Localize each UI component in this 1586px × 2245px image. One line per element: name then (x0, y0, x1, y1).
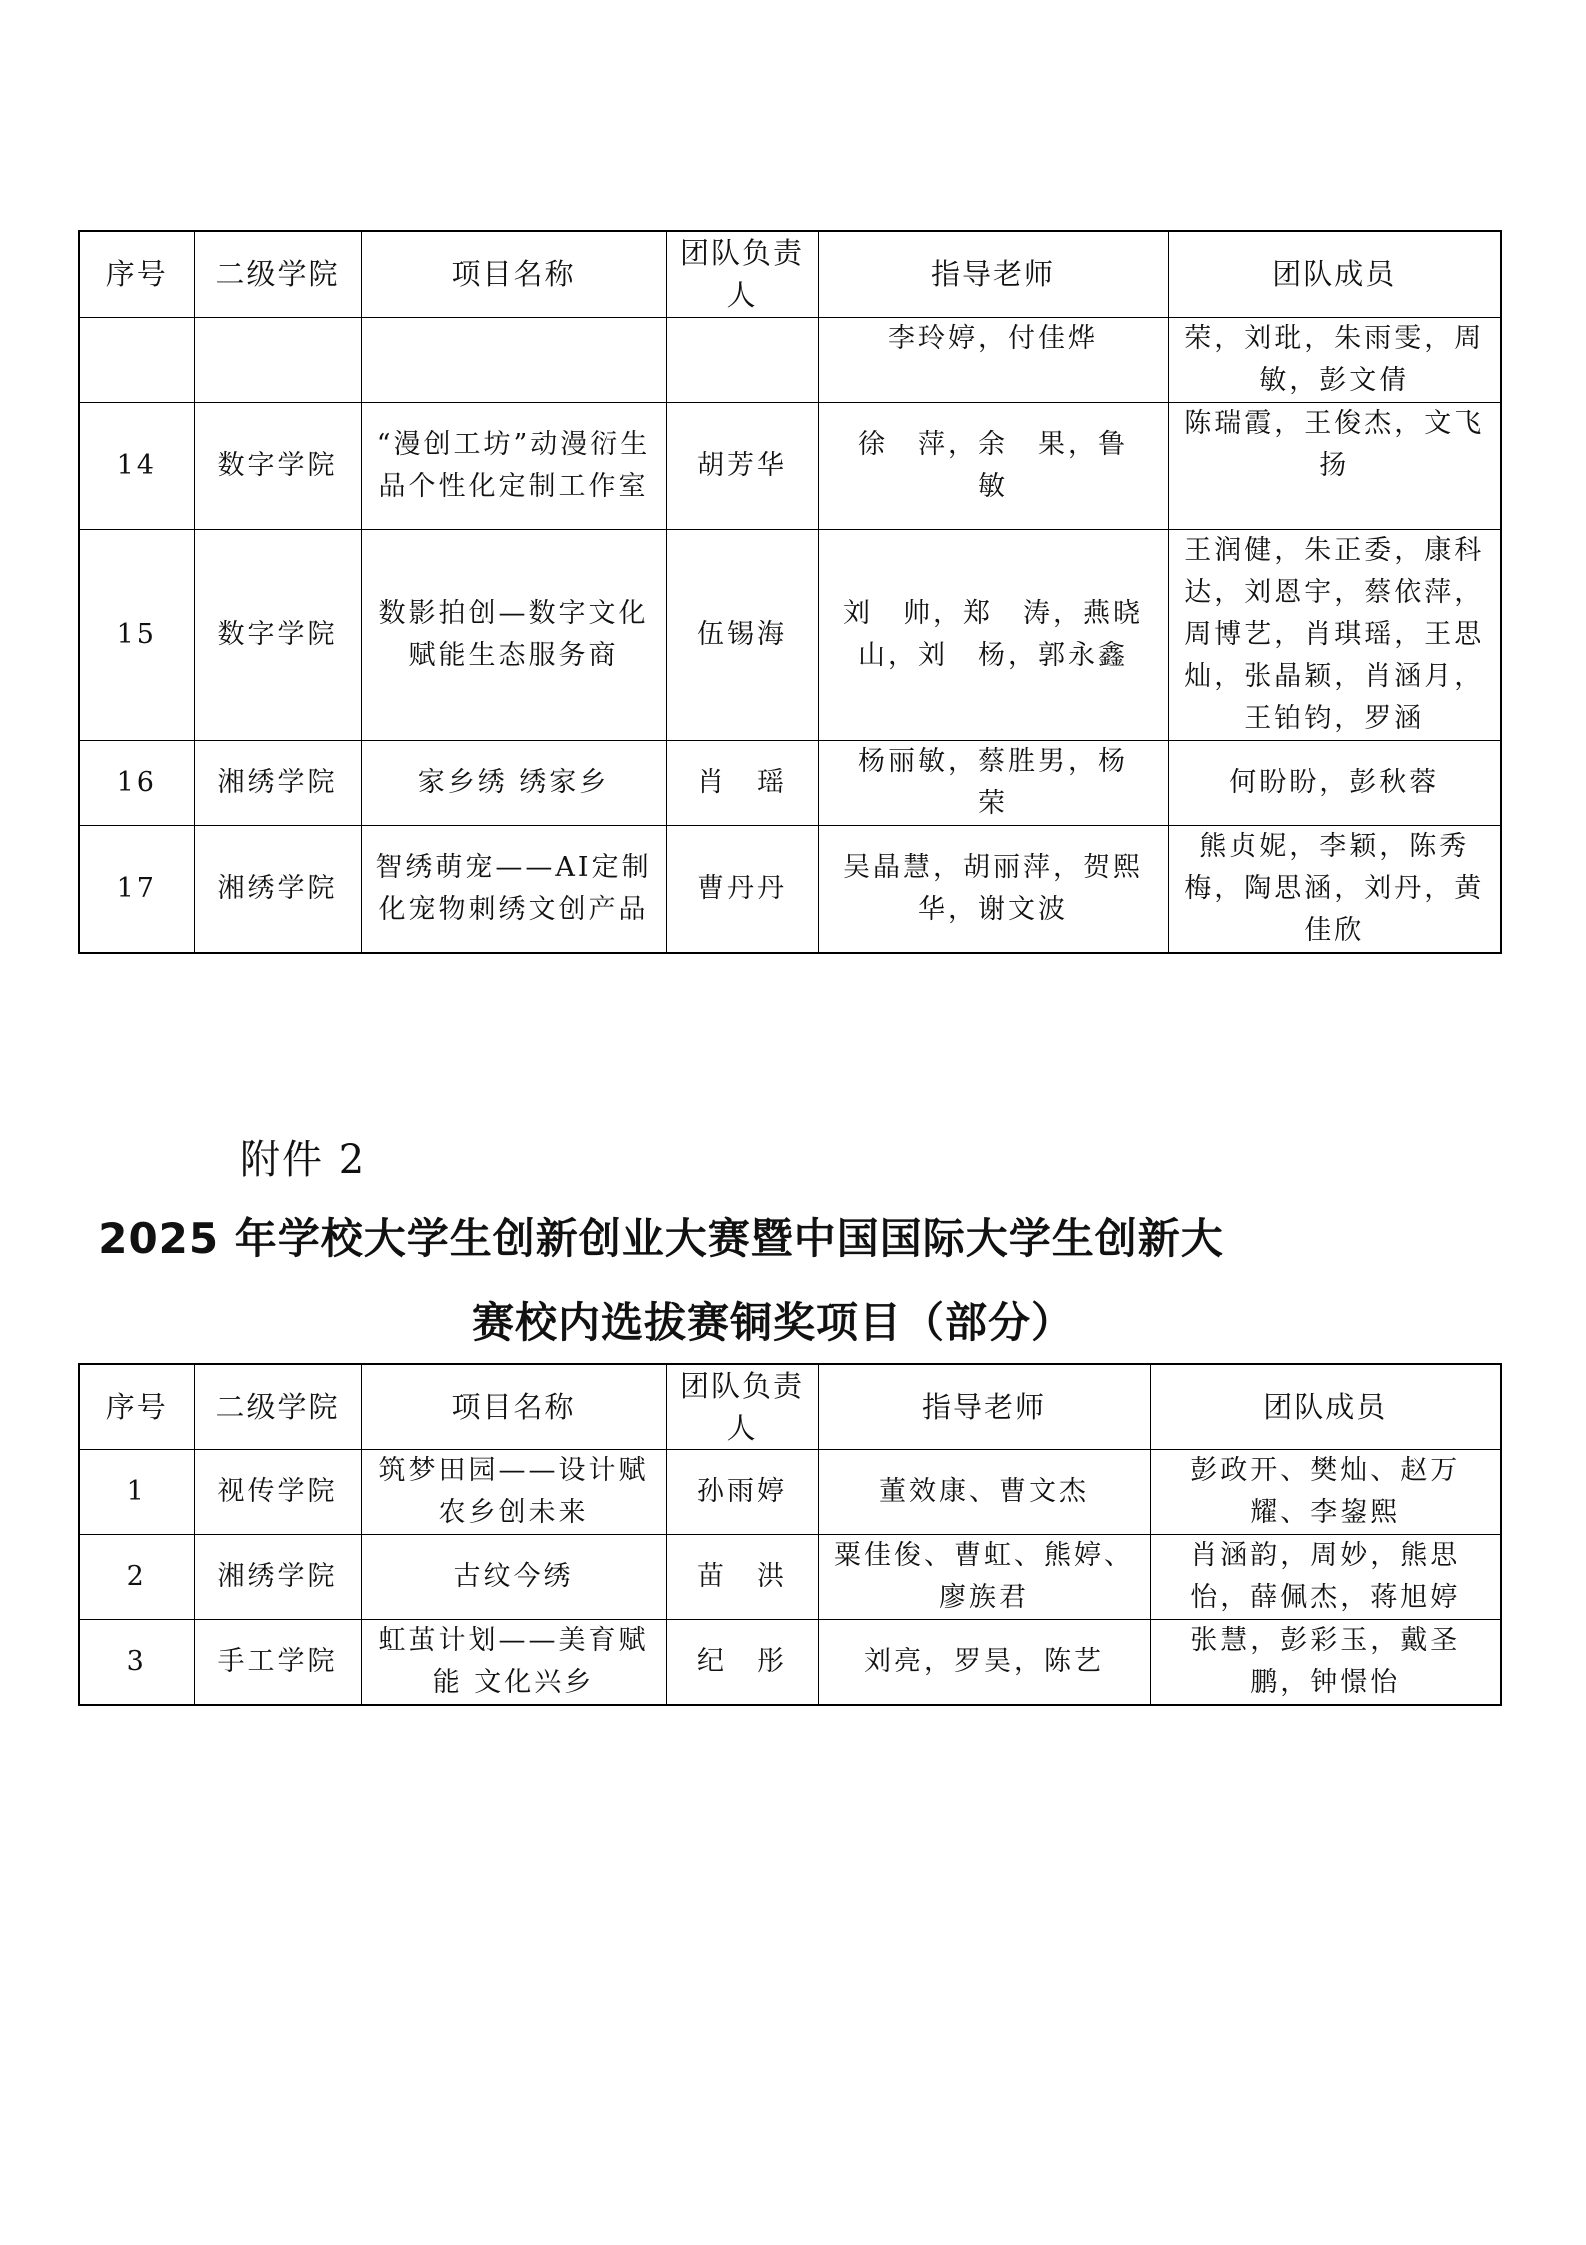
document-title-line-1: 2025 年学校大学生创新创业大赛暨中国国际大学生创新大 (98, 1214, 1224, 1263)
cell-members: 荣，刘玭，朱雨雯，周敏，彭文倩 (1168, 317, 1501, 402)
cell-members: 肖涵韵，周妙，熊思怡，薛佩杰，蒋旭婷 (1150, 1535, 1501, 1620)
cell-advisor: 董效康、曹文杰 (818, 1450, 1150, 1535)
cell-no: 15 (79, 529, 194, 740)
cell-college: 手工学院 (194, 1620, 361, 1706)
table-row (79, 1535, 1501, 1620)
header-no: 序号 (79, 231, 194, 317)
cell-no: 17 (79, 825, 194, 953)
table-continued (78, 230, 1502, 954)
cell-project: “漫创工坊”动漫衍生品个性化定制工作室 (361, 402, 666, 529)
cell-no: 2 (79, 1535, 194, 1620)
header-project: 项目名称 (361, 1364, 666, 1450)
cell-leader: 孙雨婷 (666, 1450, 818, 1535)
cell-college: 视传学院 (194, 1450, 361, 1535)
cell-project: 虹茧计划——美育赋能 文化兴乡 (361, 1620, 666, 1706)
cell-advisor: 李玲婷，付佳烨 (818, 317, 1168, 402)
cell-members: 彭政开、樊灿、赵万耀、李鋆熙 (1150, 1450, 1501, 1535)
cell-project (361, 317, 666, 402)
header-advisor: 指导老师 (818, 1364, 1150, 1450)
cell-leader: 苗 洪 (666, 1535, 818, 1620)
cell-college: 数字学院 (194, 402, 361, 529)
cell-advisor: 刘 帅，郑 涛，燕晓山，刘 杨，郭永鑫 (818, 529, 1168, 740)
cell-leader: 纪 彤 (666, 1620, 818, 1706)
table-row (79, 402, 1501, 529)
cell-no: 14 (79, 402, 194, 529)
bronze-award-table (78, 1363, 1502, 1706)
cell-leader: 肖 瑶 (666, 740, 818, 825)
cell-project: 数影拍创—数字文化赋能生态服务商 (361, 529, 666, 740)
table-row (79, 825, 1501, 953)
cell-advisor: 吴晶慧，胡丽萍，贺熙华，谢文波 (818, 825, 1168, 953)
cell-members: 熊贞妮，李颖，陈秀梅，陶思涵，刘丹，黄佳欣 (1168, 825, 1501, 953)
table-row (79, 529, 1501, 740)
header-members: 团队成员 (1168, 231, 1501, 317)
cell-advisor: 刘亮，罗昊，陈艺 (818, 1620, 1150, 1706)
cell-members: 何盼盼，彭秋蓉 (1168, 740, 1501, 825)
table-row (79, 740, 1501, 825)
table-header-row (79, 231, 1501, 317)
table-row (79, 317, 1501, 402)
cell-no: 16 (79, 740, 194, 825)
cell-no (79, 317, 194, 402)
cell-project: 古纹今绣 (361, 1535, 666, 1620)
cell-members: 陈瑞霞，王俊杰，文飞扬 (1168, 402, 1501, 529)
cell-college: 湘绣学院 (194, 825, 361, 953)
header-members: 团队成员 (1150, 1364, 1501, 1450)
cell-project: 家乡绣 绣家乡 (361, 740, 666, 825)
cell-leader: 伍锡海 (666, 529, 818, 740)
cell-members: 张慧，彭彩玉，戴圣鹏，钟憬怡 (1150, 1620, 1501, 1706)
cell-advisor: 粟佳俊、曹虹、熊婷、廖族君 (818, 1535, 1150, 1620)
cell-leader (666, 317, 818, 402)
cell-college: 湘绣学院 (194, 1535, 361, 1620)
cell-college: 数字学院 (194, 529, 361, 740)
cell-leader: 曹丹丹 (666, 825, 818, 953)
cell-project: 筑梦田园——设计赋农乡创未来 (361, 1450, 666, 1535)
header-advisor: 指导老师 (818, 231, 1168, 317)
cell-leader: 胡芳华 (666, 402, 818, 529)
table-header-row (79, 1364, 1501, 1450)
cell-college (194, 317, 361, 402)
header-project: 项目名称 (361, 231, 666, 317)
document-title-line-2: 赛校内选拔赛铜奖项目（部分） (471, 1298, 1074, 1347)
header-college: 二级学院 (194, 231, 361, 317)
table-row (79, 1620, 1501, 1706)
cell-advisor: 杨丽敏，蔡胜男，杨 荣 (818, 740, 1168, 825)
cell-advisor: 徐 萍，余 果，鲁 敏 (818, 402, 1168, 529)
header-no: 序号 (79, 1364, 194, 1450)
header-leader: 团队负责人 (666, 231, 818, 317)
cell-no: 1 (79, 1450, 194, 1535)
header-leader: 团队负责人 (666, 1364, 818, 1450)
cell-members: 王润健，朱正委，康科达，刘恩宇，蔡依萍，周博艺，肖琪瑶，王思灿，张晶颖，肖涵月，王铂钧，罗涵 (1168, 529, 1501, 740)
attachment-label: 附件 2 (240, 1137, 367, 1183)
header-college: 二级学院 (194, 1364, 361, 1450)
cell-project: 智绣萌宠——AI定制化宠物刺绣文创产品 (361, 825, 666, 953)
cell-college: 湘绣学院 (194, 740, 361, 825)
cell-no: 3 (79, 1620, 194, 1706)
table-row (79, 1450, 1501, 1535)
